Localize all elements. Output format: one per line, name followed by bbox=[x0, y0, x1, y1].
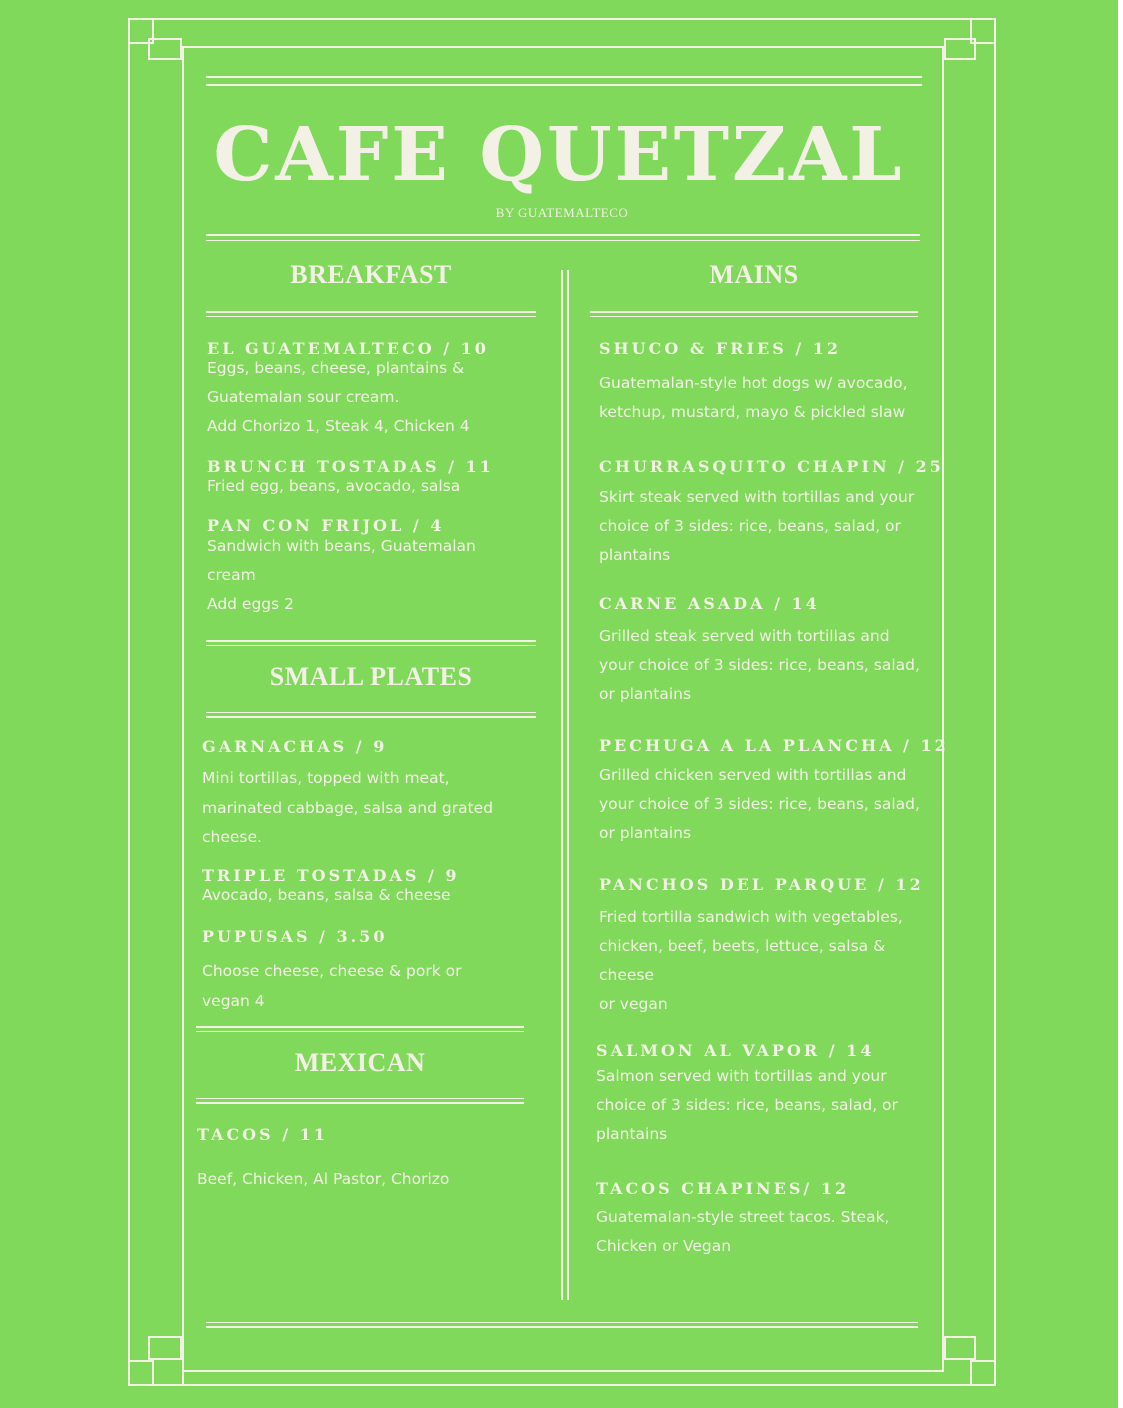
restaurant-subtitle: BY GUATEMALTECO bbox=[495, 205, 629, 220]
mains-title: MAINS bbox=[709, 260, 799, 289]
header-rule bbox=[206, 234, 920, 236]
footer-rule bbox=[206, 1322, 918, 1323]
menu-item-name: PUPUSAS / 3.50 bbox=[202, 927, 388, 946]
section-rule bbox=[590, 316, 918, 317]
restaurant-title: CAFE QUETZAL bbox=[213, 112, 905, 198]
section-rule bbox=[206, 645, 536, 646]
corner-ornament-bottom-left bbox=[148, 1336, 182, 1360]
menu-item-description: Guatemalan-style hot dogs w/ avocado, ketchup, mustard, mayo & pickled slaw bbox=[599, 374, 908, 421]
footer-rule bbox=[206, 1326, 918, 1328]
menu-item-name: EL GUATEMALTECO / 10 bbox=[207, 339, 489, 358]
menu-item-name: PAN CON FRIJOL / 4 bbox=[207, 516, 445, 535]
menu-item-description: Mini tortillas, topped with meat, marinated cabbage, salsa and grated cheese. bbox=[202, 769, 494, 846]
section-rule bbox=[206, 311, 536, 313]
menu-item-description: Sandwich with beans, Guatemalan cream Add eggs 2 bbox=[207, 537, 476, 613]
section-rule bbox=[206, 716, 536, 718]
mexican-title: MEXICAN bbox=[294, 1048, 426, 1077]
menu-item-description: Eggs, beans, cheese, plantains & Guatemalan sour cream. Add Chorizo 1, Steak 4, Chicken 4 bbox=[207, 359, 470, 435]
section-rule bbox=[590, 311, 918, 313]
menu-item-name: PANCHOS DEL PARQUE / 12 bbox=[599, 875, 924, 894]
corner-ornament-bottom-right bbox=[944, 1336, 976, 1360]
corner-ornament-top-right bbox=[944, 38, 976, 60]
header-rule bbox=[206, 240, 920, 241]
menu-item-name: GARNACHAS / 9 bbox=[202, 737, 388, 756]
column-divider bbox=[567, 270, 569, 1300]
header-rule bbox=[206, 84, 922, 86]
section-rule bbox=[196, 1098, 524, 1099]
menu-item-description: Fried egg, beans, avocado, salsa bbox=[207, 477, 461, 495]
menu-item-description: Guatemalan-style street tacos. Steak, Chicken or Vegan bbox=[596, 1208, 890, 1255]
corner-ornament-top-left bbox=[148, 38, 182, 60]
column-divider bbox=[561, 270, 563, 1300]
section-rule bbox=[196, 1102, 524, 1104]
corner-ornament-bottom-right bbox=[970, 1360, 996, 1386]
section-rule bbox=[196, 1026, 524, 1028]
menu-item-name: PECHUGA A LA PLANCHA / 12 bbox=[599, 736, 949, 755]
menu-item-name: SALMON AL VAPOR / 14 bbox=[596, 1041, 875, 1060]
menu-item-name: TRIPLE TOSTADAS / 9 bbox=[202, 866, 460, 885]
frame-line bbox=[182, 46, 184, 1386]
frame-line bbox=[942, 46, 944, 1372]
section-rule bbox=[206, 640, 536, 642]
menu-item-description: Beef, Chicken, Al Pastor, Chorizo bbox=[197, 1170, 450, 1188]
section-rule bbox=[206, 712, 536, 713]
menu-item-description: Skirt steak served with tortillas and your choice of 3 sides: rice, beans, salad, or plantains bbox=[599, 488, 915, 564]
menu-item-description: Grilled steak served with tortillas and your choice of 3 sides: rice, beans, salad, or plantains bbox=[599, 627, 920, 703]
section-rule bbox=[196, 1031, 524, 1032]
menu-item-name: SHUCO & FRIES / 12 bbox=[599, 339, 842, 358]
menu-item-name: TACOS CHAPINES/ 12 bbox=[596, 1179, 850, 1198]
menu-item-description: Avocado, beans, salsa & cheese bbox=[202, 886, 451, 904]
frame-line bbox=[182, 1370, 944, 1372]
small-plates-title: SMALL PLATES bbox=[269, 662, 473, 691]
menu-item-name: TACOS / 11 bbox=[197, 1125, 328, 1144]
frame-line bbox=[182, 46, 944, 48]
corner-ornament-bottom-left bbox=[128, 1360, 154, 1386]
breakfast-title: BREAKFAST bbox=[290, 260, 452, 289]
menu-item-description: Salmon served with tortillas and your choice of 3 sides: rice, beans, salad, or plantains bbox=[596, 1067, 898, 1143]
menu-item-name: CHURRASQUITO CHAPIN / 25 bbox=[599, 457, 944, 476]
menu-item-name: CARNE ASADA / 14 bbox=[599, 594, 820, 613]
header-rule bbox=[206, 76, 922, 78]
menu-item-description: Choose cheese, cheese & pork or vegan 4 bbox=[202, 962, 462, 1010]
menu-item-description: Grilled chicken served with tortillas and your choice of 3 sides: rice, beans, salad, or plantains bbox=[599, 766, 920, 842]
menu-item-name: BRUNCH TOSTADAS / 11 bbox=[207, 457, 494, 476]
section-rule bbox=[206, 316, 536, 317]
menu-item-description: Fried tortilla sandwich with vegetables, chicken, beef, beets, lettuce, salsa & cheese or vegan bbox=[599, 908, 903, 1013]
